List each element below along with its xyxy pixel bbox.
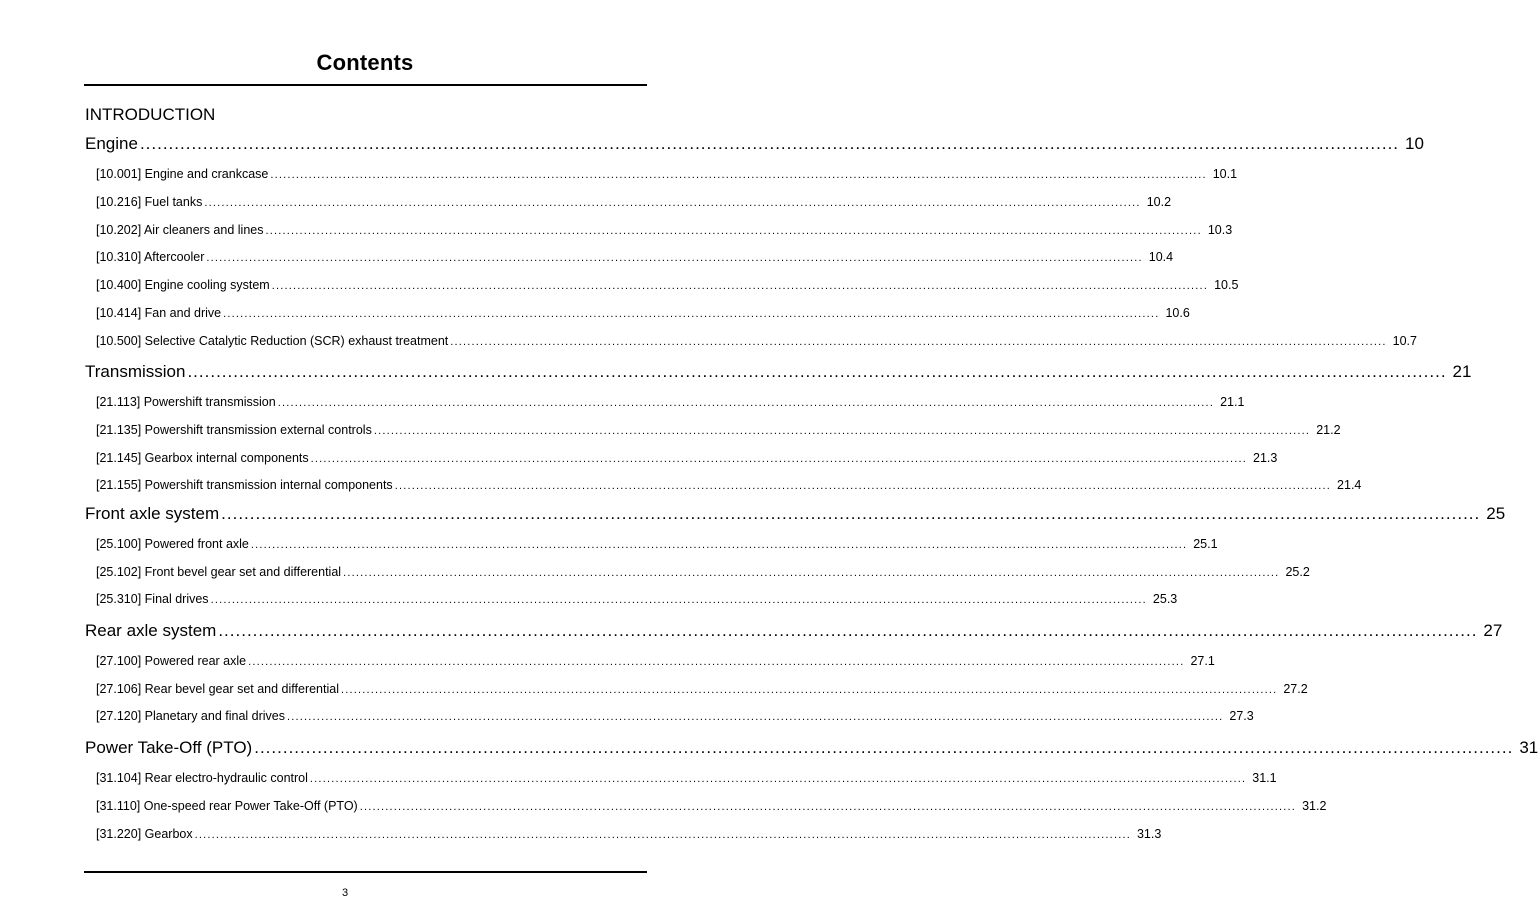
toc-leader-dots: ............................................................................................................................................................................................................................ — [373, 424, 1311, 437]
toc-entry[interactable] — [96, 194, 1172, 209]
toc-entry-label: [27.106] Rear bevel gear set and differential — [96, 681, 339, 696]
toc-entry[interactable] — [96, 771, 1277, 785]
toc-leader-dots: ............................................................................................................................................................................................................................ — [450, 335, 1387, 348]
toc-section-page: 31 — [1519, 738, 1538, 757]
toc-entry-label: [10.202] Air cleaners and lines — [96, 222, 264, 237]
toc-leader-dots: ............................................................................................................................................................................................................................ — [204, 196, 1141, 209]
toc-entry[interactable] — [96, 395, 1245, 409]
toc-entry[interactable] — [96, 450, 1278, 465]
toc-leader-dots: ............................................................................................................................................................................................................................ — [248, 656, 1185, 668]
toc-leader-dots: ............................................................................................................................................................................................................................ — [310, 452, 1247, 465]
page-title: Contents — [316, 50, 414, 75]
toc-leader-dots: ............................................................................................................................................................................................................................ — [343, 566, 1280, 579]
toc-entry-label: [25.310] Final drives — [96, 592, 209, 606]
toc-entry[interactable] — [96, 167, 1238, 181]
toc-entry-page: 21.4 — [1337, 478, 1362, 493]
toc-entry[interactable] — [96, 422, 1341, 437]
toc-entry-label: [25.100] Powered front axle — [96, 537, 249, 551]
toc-leader-dots: ............................................................................................................................................................................................................................ — [277, 397, 1215, 409]
toc-leader-dots: ............................................................................................................................................................................................................................ — [194, 829, 1131, 841]
toc-entry[interactable] — [96, 654, 1215, 668]
toc-leader-dots: ............................................................................................................................................................................................................................ — [394, 480, 1332, 493]
toc-leader-dots: ............................................................................................................................................................................................................................ — [206, 252, 1143, 265]
toc-entry-page: 31.3 — [1136, 827, 1162, 841]
toc-entry-page: 27.3 — [1229, 709, 1254, 723]
toc-entry-label: [10.216] Fuel tanks — [96, 194, 203, 209]
toc-entry-label: [10.001] Engine and crankcase — [96, 167, 269, 181]
toc-section[interactable] — [85, 362, 1472, 382]
toc-section-page: 27 — [1483, 621, 1503, 640]
toc-leader-dots: ............................................................................................................................................................................................................................ — [265, 224, 1202, 237]
toc-entry-page: 27.2 — [1283, 681, 1308, 696]
toc-entry-label: [27.120] Planetary and final drives — [96, 709, 286, 723]
toc-section-page: 21 — [1452, 362, 1472, 381]
toc-section-page: 25 — [1486, 504, 1506, 523]
toc-leader-dots: ............................................................................................................................................................................................................................ — [270, 169, 1207, 181]
toc-entry-label: [10.310] Aftercooler — [96, 250, 205, 265]
toc-entry-page: 10.7 — [1392, 333, 1417, 348]
page-number: 3 — [341, 887, 349, 899]
toc-entry-page: 21.3 — [1253, 450, 1278, 465]
toc-entry[interactable] — [96, 333, 1417, 348]
toc-entry-page: 10.4 — [1148, 250, 1174, 265]
toc-entry-page: 25.3 — [1152, 592, 1178, 606]
toc-leader-dots: ............................................................................................................................................................................................................................ — [223, 308, 1160, 320]
toc-leader-dots: ............................................................................................................................................................................................................................ — [271, 280, 1209, 293]
toc-entry[interactable] — [96, 250, 1174, 265]
toc-entry[interactable] — [96, 827, 1162, 841]
toc-entry[interactable] — [96, 681, 1308, 696]
toc-entry[interactable] — [96, 799, 1327, 813]
toc-entry-page: 10.6 — [1165, 306, 1190, 320]
toc-leader-dots: ............................................................................................................................................................................................................................ — [309, 773, 1247, 785]
toc-leader-dots: ............................................................................................................................................................................................................................ — [218, 621, 1478, 640]
toc-entry-label: [31.104] Rear electro-hydraulic control — [96, 771, 308, 785]
toc-leader-dots: ............................................................................................................................................................................................................................ — [250, 539, 1188, 551]
toc-entry-page: 31.1 — [1252, 771, 1277, 785]
toc-leader-dots: ............................................................................................................................................................................................................................ — [359, 801, 1297, 813]
toc-entry-page: 21.2 — [1316, 422, 1341, 437]
toc-section-label: Front axle system — [85, 504, 220, 523]
toc-entry-page: 21.1 — [1220, 395, 1245, 409]
toc-entry-label: [21.135] Powershift transmission external controls — [96, 422, 372, 437]
toc-leader-dots: ............................................................................................................................................................................................................................ — [139, 134, 1400, 153]
toc-entry[interactable] — [96, 222, 1233, 237]
toc-entry-label: [21.113] Powershift transmission — [96, 395, 276, 409]
toc-entry-page: 10.2 — [1146, 194, 1172, 209]
toc-leader-dots: ............................................................................................................................................................................................................................ — [221, 504, 1481, 523]
toc-section-label: Engine — [85, 134, 138, 153]
toc-entry-page: 10.3 — [1207, 222, 1233, 237]
toc-entry-page: 25.2 — [1285, 564, 1310, 579]
toc-entry-label: [31.220] Gearbox — [96, 827, 193, 841]
toc-entry[interactable] — [96, 709, 1254, 723]
toc-section-label: Rear axle system — [85, 621, 217, 640]
toc-entry[interactable] — [96, 537, 1218, 551]
toc-entry-page: 10.1 — [1212, 167, 1238, 181]
toc-leader-dots: ............................................................................................................................................................................................................................ — [254, 738, 1514, 757]
toc-leader-dots: ............................................................................................................................................................................................................................ — [287, 711, 1224, 723]
toc-section[interactable] — [85, 134, 1424, 154]
toc-section[interactable] — [85, 621, 1503, 641]
toc-leader-dots: ............................................................................................................................................................................................................................ — [210, 594, 1147, 606]
toc-section-label: Transmission — [85, 362, 186, 381]
toc-entry[interactable] — [96, 306, 1190, 320]
toc-introduction[interactable]: INTRODUCTION — [85, 105, 216, 124]
toc-section[interactable] — [85, 504, 1506, 524]
toc-entry[interactable] — [96, 592, 1178, 606]
toc-entry-page: 10.5 — [1214, 278, 1239, 293]
toc-entry-label: [10.500] Selective Catalytic Reduction (SCR) exhaust treatment — [96, 333, 449, 348]
toc-entry-page: 25.1 — [1193, 537, 1218, 551]
bottom-rule — [84, 871, 647, 873]
toc-entry-page: 27.1 — [1190, 654, 1215, 668]
toc-leader-dots: ............................................................................................................................................................................................................................ — [341, 683, 1278, 696]
toc-entry-page: 31.2 — [1302, 799, 1327, 813]
toc-section-label: Power Take-Off (PTO) — [85, 738, 253, 757]
toc-entry-label: [27.100] Powered rear axle — [96, 654, 247, 668]
toc-leader-dots: ............................................................................................................................................................................................................................ — [187, 362, 1447, 381]
toc-entry-label: [10.400] Engine cooling system — [96, 278, 270, 293]
toc-entry-label: [21.155] Powershift transmission internal components — [96, 478, 393, 493]
toc-entry-label: [25.102] Front bevel gear set and differential — [96, 564, 342, 579]
toc-entry[interactable] — [96, 564, 1310, 579]
toc-entry-label: [31.110] One-speed rear Power Take-Off (PTO) — [96, 799, 358, 813]
toc-entry[interactable] — [96, 478, 1362, 493]
toc-section-page: 10 — [1405, 134, 1424, 153]
toc-section[interactable] — [85, 738, 1538, 758]
toc-entry-label: [21.145] Gearbox internal components — [96, 450, 309, 465]
toc-entry-label: [10.414] Fan and drive — [96, 306, 222, 320]
toc-entry[interactable] — [96, 278, 1239, 293]
